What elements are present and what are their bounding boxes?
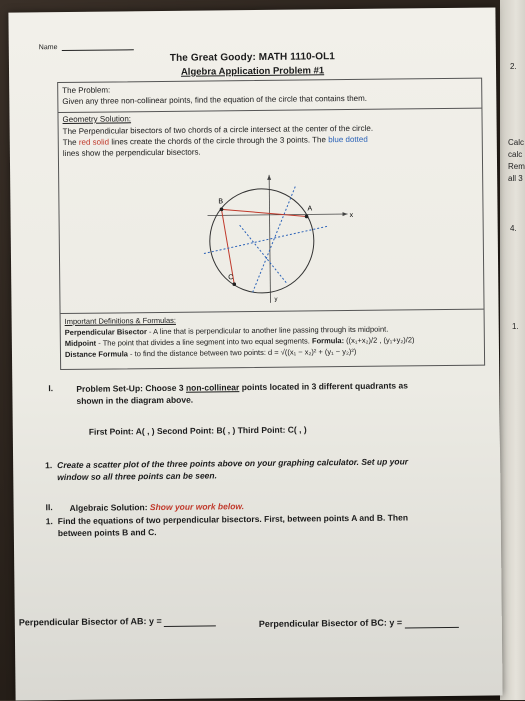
step-2-line-1: Find the equations of two perpendicular bisectors. First, between points A and B. Then: [57, 512, 409, 527]
answer-ab: [19, 614, 217, 628]
definitions: [65, 312, 480, 360]
answer-ab-label: Perpendicular Bisector of AB: y =: [18, 615, 162, 628]
edge-number-1: 1.: [512, 322, 519, 331]
circle-diagram: [199, 166, 360, 310]
worksheet-page: [8, 7, 502, 700]
dist-text: - to find the distance between two points:: [129, 347, 266, 359]
answer-ab-blank[interactable]: [164, 625, 216, 627]
edge-text-calc2: calc: [508, 150, 523, 159]
geometry-text: [63, 122, 468, 159]
section-1-numeral: I.: [48, 383, 54, 394]
x-axis-arrow: [343, 212, 348, 216]
bisector-2: [204, 226, 328, 253]
problem-box: [57, 78, 485, 370]
geometry-line-1: The Perpendicular bisectors of two chords of a circle intersect at the center of the circle.: [62, 123, 374, 137]
label-a: A: [307, 205, 313, 213]
points-line: First Point: A( , ) Second Point: B( , ) Third Point: C( , ): [88, 424, 307, 437]
y-axis-arrow: [267, 175, 271, 180]
worksheet-subtitle: Algebra Application Problem #1: [180, 65, 325, 78]
geometry-heading: Geometry Solution:: [62, 114, 132, 125]
definitions-heading: Important Definitions & Formulas:: [64, 315, 176, 326]
step-2-number: 1.: [45, 516, 53, 527]
show-work-text: Show your work below.: [149, 501, 245, 513]
section-1-text: [76, 378, 496, 406]
section-1-underlined: non-collinear: [185, 382, 240, 393]
section-1-pre: Problem Set-Up: Choose 3: [76, 382, 184, 394]
perp-text: - A line that is perpendicular to another line passing through its midpoint.: [148, 324, 389, 337]
y-axis: [269, 175, 270, 303]
mid-term: Midpoint: [64, 338, 97, 348]
red-solid-label: red solid: [78, 137, 110, 147]
step-1-line-2: window so all three points can be seen.: [57, 470, 217, 483]
mid-text: - The point that divides a line segment into two equal segments.: [98, 336, 310, 348]
label-y: y: [274, 296, 278, 303]
blue-dotted-label: blue dotted: [328, 134, 368, 145]
section-2-title: Algebraic Solution:: [69, 502, 148, 513]
section-1-post: points located in 3 different quadrants as: [241, 380, 408, 393]
bisector-3: [240, 225, 287, 283]
edge-text-rem: Rem: [508, 162, 525, 171]
label-c: C: [228, 274, 234, 282]
geometry-line-3: lines show the perpendicular bisectors.: [62, 147, 201, 159]
circle: [209, 188, 314, 293]
label-b: B: [218, 198, 224, 206]
step-1-text: [57, 454, 497, 483]
step-2-text: [58, 510, 498, 539]
distance-formula: d = √((x₁ − x₂)² + (y₁ − y₂)²): [267, 346, 357, 357]
edge-number-2: 2.: [510, 62, 517, 71]
name-field: [39, 43, 134, 51]
answer-bc-label: Perpendicular Bisector of BC: y =: [258, 617, 403, 629]
step-1-number: 1.: [45, 460, 53, 471]
geometry-line-2-pre: The: [62, 137, 77, 148]
dist-term: Distance Formula: [64, 349, 128, 359]
name-line: [61, 49, 133, 51]
name-label: Name: [38, 44, 58, 52]
step-2-line-2: between points B and C.: [57, 527, 157, 539]
edge-text-all3: all 3: [508, 174, 523, 183]
problem-heading: The Problem:: [62, 85, 111, 96]
mid-formula-label: Formula:: [311, 336, 345, 346]
edge-text-calc1: Calc: [508, 138, 525, 147]
worksheet-title: The Great Goody: MATH 1110-OL1: [169, 51, 335, 64]
step-1-line-1: Create a scatter plot of the three points above on your graphing calculator. Set up your: [57, 456, 409, 471]
geometry-line-2-mid: lines create the chords of the circle through the 3 points. The: [111, 135, 326, 147]
label-x: x: [349, 211, 354, 220]
problem-text: Given any three non-collinear points, find the equation of the circle that contains them.: [62, 93, 368, 107]
midpoint-formula: ((x₁+x₂)/2 , (y₁+y₂)/2): [346, 335, 415, 346]
answer-bc-blank[interactable]: [405, 627, 459, 629]
perp-term: Perpendicular Bisector: [64, 327, 147, 337]
point-b: [220, 208, 224, 212]
bisector-1: [251, 187, 296, 293]
section-2-numeral: II.: [45, 502, 53, 513]
chord-ab: [221, 208, 306, 217]
section-1-line-2: shown in the diagram above.: [76, 394, 194, 406]
edge-number-4: 4.: [510, 224, 517, 233]
section-2-heading: [70, 500, 245, 514]
adjacent-page-edge: [500, 0, 525, 700]
answer-bc: [259, 616, 459, 630]
divider: [58, 108, 481, 113]
